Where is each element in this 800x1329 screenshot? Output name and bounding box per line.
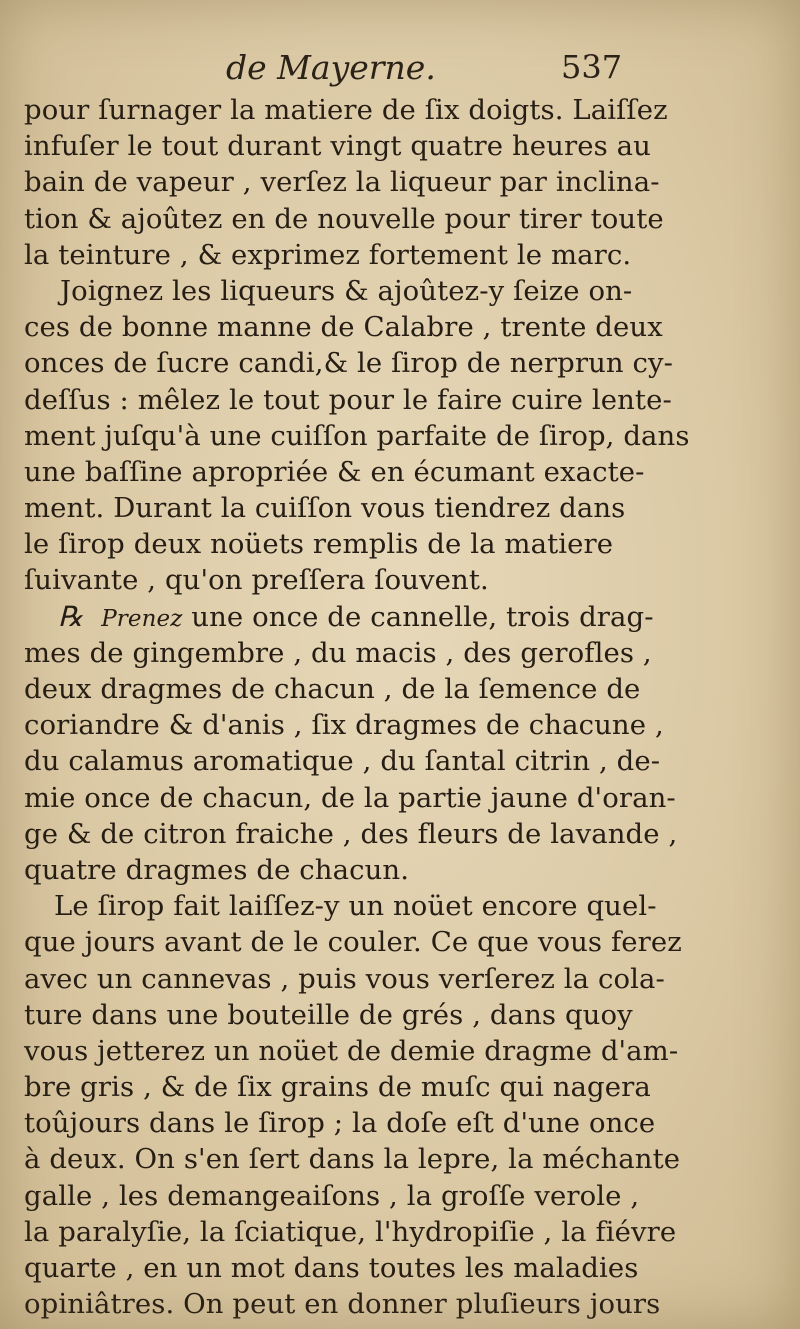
text-line: infuſer le tout durant vingt quatre heures au [24, 130, 651, 163]
text-line: coriandre & d'anis , ſix dragmes de chacune , [24, 709, 664, 742]
page-header [30, 48, 630, 92]
text-line: ment juſqu'à une cuiſſon parfaite de ſirop, dans [24, 419, 690, 452]
text-line: à deux. On s'en ſert dans la lepre, la méchante [24, 1143, 681, 1176]
page-number: 537 [561, 48, 623, 86]
body-text [24, 92, 690, 1322]
text-line: quarte , en un mot dans toutes les maladies [24, 1252, 639, 1284]
text-line: toûjours dans le ſirop ; la doſe eſt d'une once [24, 1107, 656, 1140]
text-line: onces de ſucre candi,& le ſirop de nerprun cy- [24, 347, 674, 380]
running-title: de Mayerne. [226, 48, 436, 87]
text-line: avec un cannevas , puis vous verſerez la cola- [24, 962, 665, 995]
text-line: opiniâtres. On peut en donner pluſieurs jours [24, 1288, 661, 1321]
paragraph-start-line: Joignez les liqueurs & ajoûtez-y ſeize on- [60, 274, 633, 307]
text-line: mes de gingembre , du macis , des gerofles , [24, 636, 652, 669]
text-line: vous jetterez un noüet de demie dragme d'am- [24, 1034, 679, 1067]
paragraph-start-line: Le ſirop fait laiſſez-y un noüet encore quel- [54, 890, 657, 923]
text-line: ment. Durant la cuiſſon vous tiendrez dans [24, 492, 626, 525]
text-line: tion & ajoûtez en de nouvelle pour tirer toute [24, 202, 664, 235]
text-line: pour ſurnager la matiere de ſix doigts. Laiſſez [24, 94, 668, 126]
text-line: ſuivante , qu'on preſſera ſouvent. [24, 564, 489, 597]
text-line: ces de bonne manne de Calabre , trente deux [24, 311, 663, 344]
text-line: la teinture , & exprimez fortement le marc. [24, 238, 632, 271]
text-line: ture dans une bouteille de grés , dans quoy [24, 998, 633, 1031]
recipe-line [24, 599, 664, 635]
text-line: que jours avant de le couler. Ce que vous ferez [24, 926, 682, 959]
text-line: une baſſine apropriée & en écumant exacte- [24, 455, 645, 488]
text-line: mie once de chacun, de la partie jaune d'oran- [24, 781, 676, 814]
text-line: quatre dragmes de chacun. [24, 853, 410, 886]
text-line: deux dragmes de chacun , de la ſemence de [24, 673, 641, 705]
text-line: galle , les demangeaiſons , la groſſe verole , [24, 1179, 640, 1212]
text-line: du calamus aromatique , du ſantal citrin , de- [24, 745, 661, 778]
text-line: ge & de citron fraiche , des fleurs de lavande , [24, 817, 678, 850]
recipe-text: une once de cannelle, trois drag- [191, 600, 654, 633]
recipe-sign: ℞ [58, 599, 84, 633]
recipe-word: Prenez [101, 605, 183, 632]
text-line: bre gris , & de ſix grains de muſc qui nagera [24, 1071, 651, 1104]
text-line: deſſus : mêlez le tout pour le faire cuire lente- [24, 383, 672, 416]
text-line: le ſirop deux noüets remplis de la matiere [24, 528, 614, 561]
text-line: la paralyſie, la ſciatique, l'hydropiſie , la fiévre [24, 1215, 677, 1248]
text-line: bain de vapeur , verſez la liqueur par inclina- [24, 166, 660, 199]
